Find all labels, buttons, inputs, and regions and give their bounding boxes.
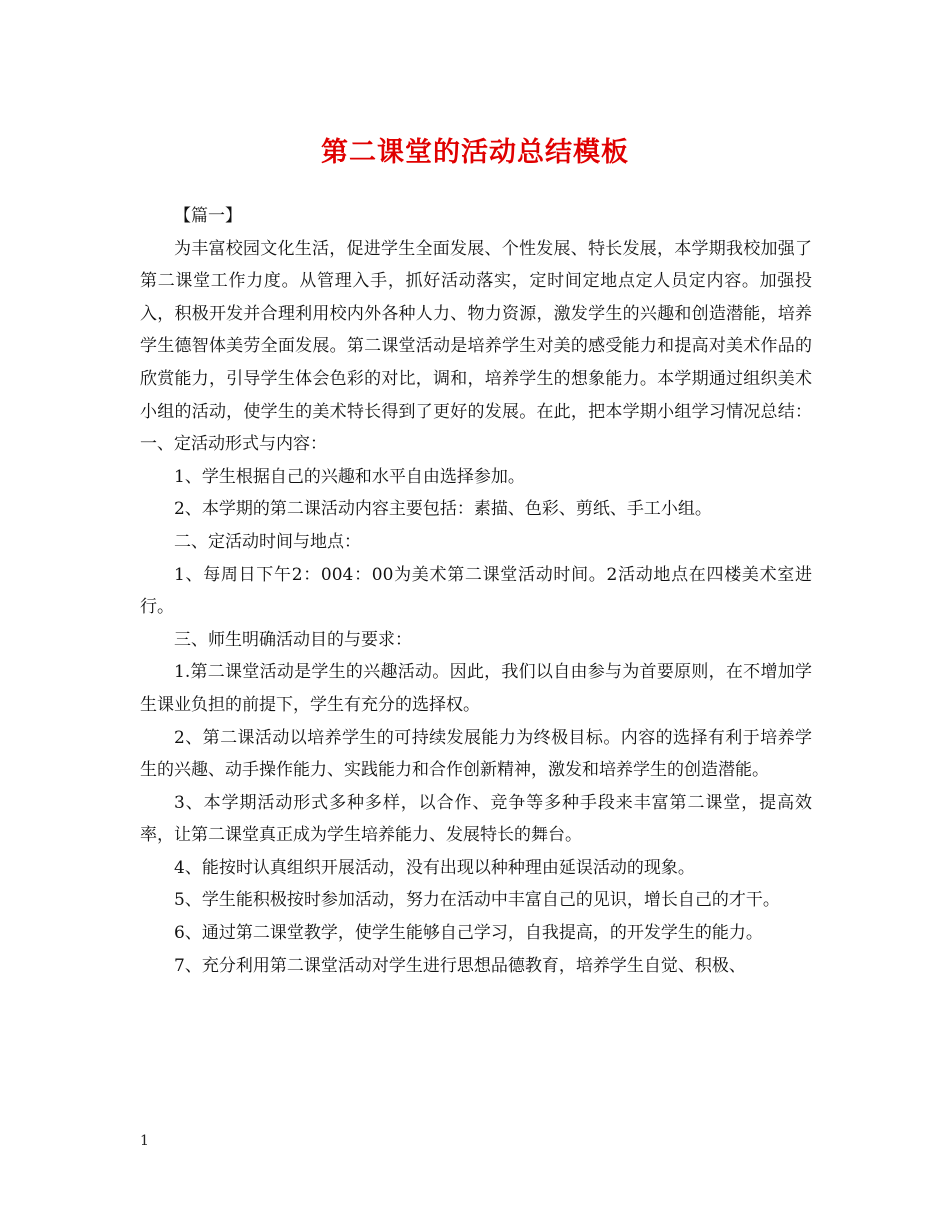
page-number: 1 — [140, 1133, 149, 1149]
paragraph: 三、师生明确活动目的与要求： — [174, 629, 412, 650]
paragraph: 3、本学期活动形式多种多样，以合作、竞争等多种手段来丰富第二课堂，提高效率，让第二课堂真正成为学生培养能力、发展特长的舞台。 — [140, 792, 812, 846]
paragraph: 1、学生根据自己的兴趣和水平自由选择参加。 — [174, 466, 525, 487]
paragraph: 2、本学期的第二课活动内容主要包括：素描、色彩、剪纸、手工小组。 — [174, 499, 712, 520]
document-title: 第二课堂的活动总结模板 — [321, 137, 629, 168]
section-tag: 【篇一】 — [174, 206, 242, 226]
paragraph: 4、能按时认真组织开展活动，没有出现以种种理由延误活动的现象。 — [174, 857, 695, 878]
paragraph: 6、通过第二课堂教学，使学生能够自己学习，自我提高，的开发学生的能力。 — [174, 923, 763, 944]
paragraph: 7、充分利用第二课堂活动对学生进行思想品德教育，培养学生自觉、积极、 — [174, 955, 746, 976]
paragraph: 1.第二课堂活动是学生的兴趣活动。因此，我们以自由参与为首要原则，在不增加学生课业负担的前提下，学生有充分的选择权。 — [140, 662, 812, 715]
paragraph: 二、定活动时间与地点： — [174, 531, 361, 552]
paragraph: 1、每周日下午2：004：00为美术第二课堂活动时间。2活动地点在四楼美术室进行。 — [140, 564, 812, 618]
paragraph: 为丰富校园文化生活，促进学生全面发展、个性发展、特长发展，本学期我校加强了第二课堂工作力度。从管理入手，抓好活动落实，定时间定地点定人员定内容。加强投入，积极开发并合理利用校内外各种人力、物力资源，激发学生的兴趣和创造潜能，培养学生德智体美劳全面发展。第二课堂活动是培养学生对美的感受能力和提高对美术作品的欣赏能力，引导学生体会色彩的对比，调和，培养学生的想象能力。本学期通过组织美术小组的活动，使学生的美术特长得到了更好的发展。在此，把本学期小组学习情况总结：一、定活动形式与内容： — [140, 238, 812, 455]
paragraph: 2、第二课活动以培养学生的可持续发展能力为终极目标。内容的选择有利于培养学生的兴趣、动手操作能力、实践能力和合作创新精神，激发和培养学生的创造潜能。 — [140, 727, 812, 781]
document-body — [140, 200, 812, 982]
paragraph: 5、学生能积极按时参加活动，努力在活动中丰富自己的见识，增长自己的才干。 — [174, 890, 780, 911]
